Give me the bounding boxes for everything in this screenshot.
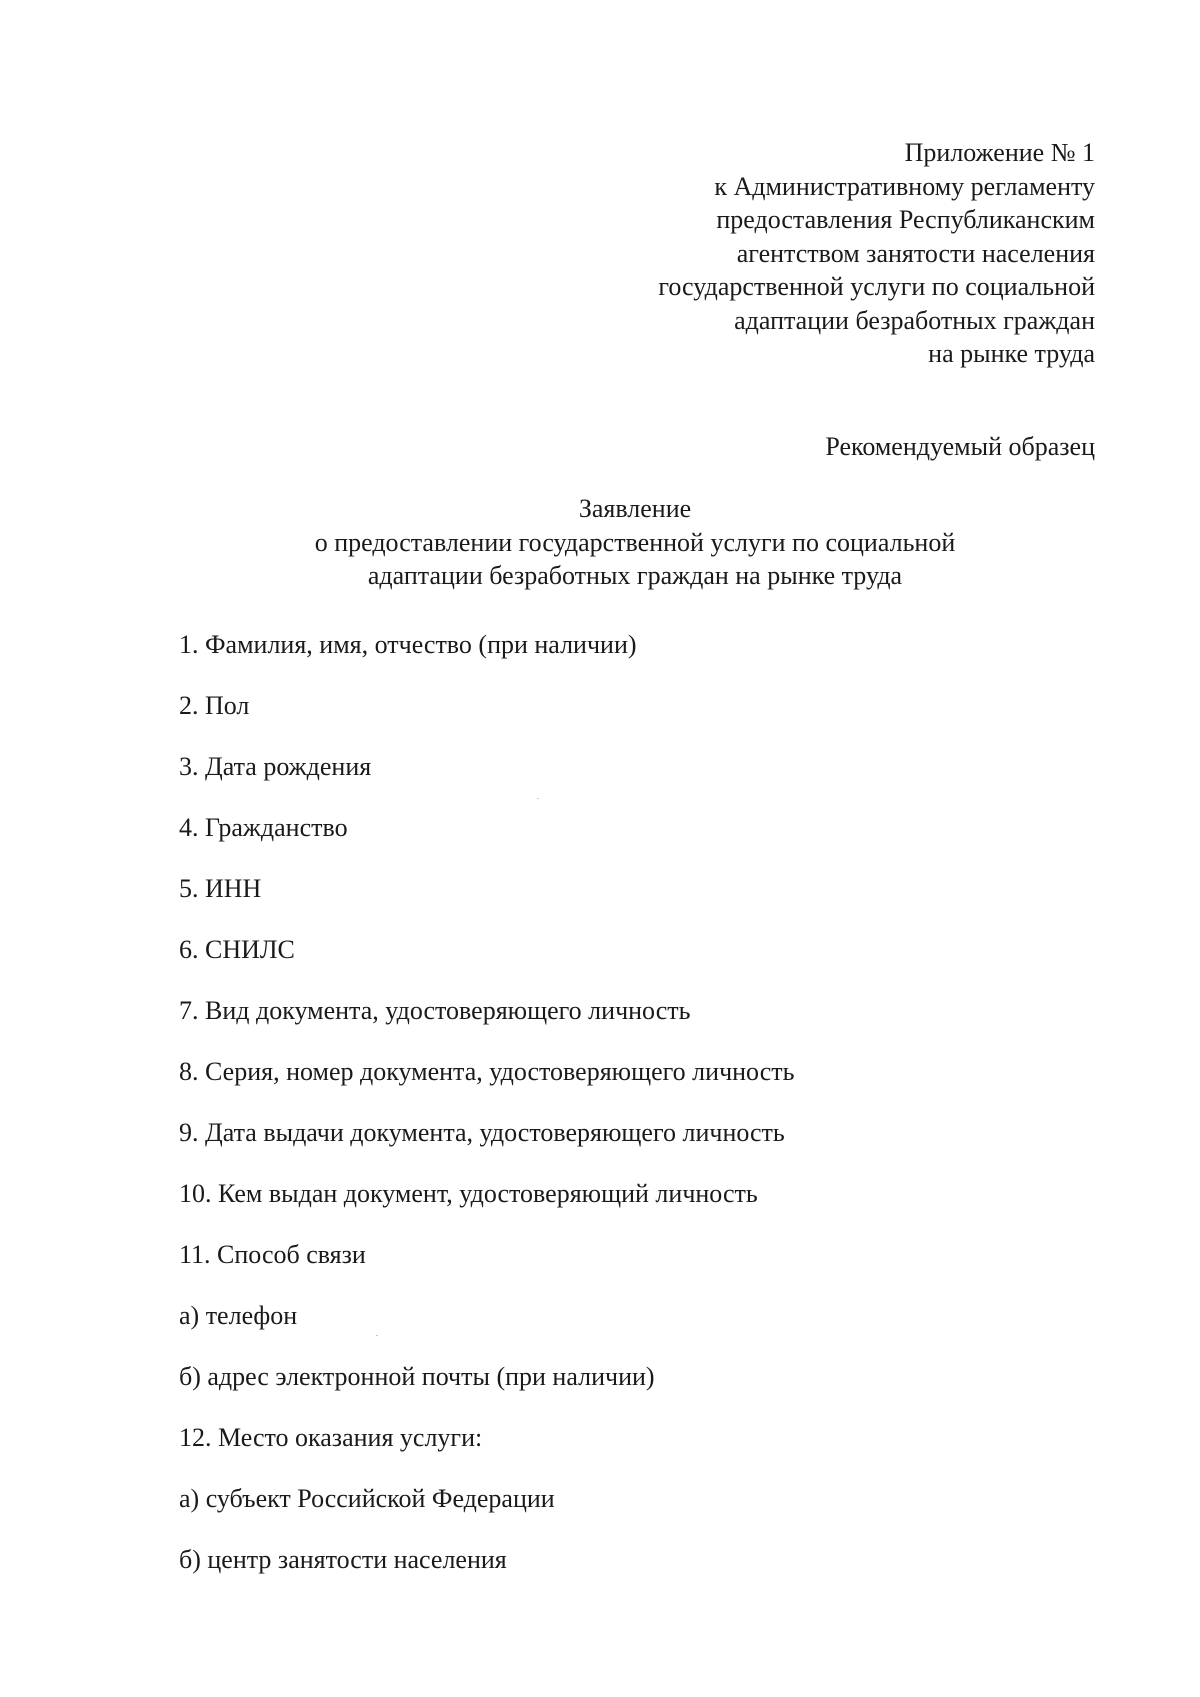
field-item: 7. Вид документа, удостоверяющего личность xyxy=(179,996,691,1025)
title-line: о предоставлении государственной услуги по социальной xyxy=(314,527,956,557)
scan-speck xyxy=(537,798,539,799)
application-fields-list xyxy=(179,628,1099,1604)
field-item: 8. Серия, номер документа, удостоверяющего личность xyxy=(179,1057,795,1086)
document-title xyxy=(185,492,1085,593)
field-item: 5. ИНН xyxy=(179,874,262,903)
field-item: 2. Пол xyxy=(179,691,250,720)
field-item: а) телефон xyxy=(179,1301,298,1330)
appendix-header xyxy=(535,136,1095,371)
scan-speck xyxy=(376,1335,378,1336)
appendix-line: предоставления Республиканским xyxy=(716,205,1095,234)
field-item: а) субъект Российской Федерации xyxy=(179,1484,555,1513)
appendix-line: адаптации безработных граждан xyxy=(734,305,1095,335)
field-item: 6. СНИЛС xyxy=(179,935,295,964)
field-item: 1. Фамилия, имя, отчество (при наличии) xyxy=(179,630,637,659)
field-item: 10. Кем выдан документ, удостоверяющий личность xyxy=(179,1179,758,1208)
field-item: 3. Дата рождения xyxy=(179,752,372,781)
field-item: б) центр занятости населения xyxy=(179,1545,507,1574)
field-item: 9. Дата выдачи документа, удостоверяющего личность xyxy=(179,1118,785,1147)
title-line: адаптации безработных граждан на рынке труда xyxy=(367,561,903,590)
appendix-line: к Административному регламенту xyxy=(714,171,1095,201)
field-item: б) адрес электронной почты (при наличии) xyxy=(179,1362,655,1391)
appendix-line: государственной услуги по социальной xyxy=(658,272,1095,301)
title-line: Заявление xyxy=(578,494,692,523)
field-item: 11. Способ связи xyxy=(179,1240,366,1269)
appendix-line: агентством занятости населения xyxy=(736,238,1095,268)
field-item: 4. Гражданство xyxy=(179,813,348,842)
appendix-line: на рынке труда xyxy=(928,339,1095,368)
appendix-line: Приложение № 1 xyxy=(904,138,1095,167)
field-item: 12. Место оказания услуги: xyxy=(179,1423,483,1452)
sample-note: Рекомендуемый образец xyxy=(825,432,1095,461)
